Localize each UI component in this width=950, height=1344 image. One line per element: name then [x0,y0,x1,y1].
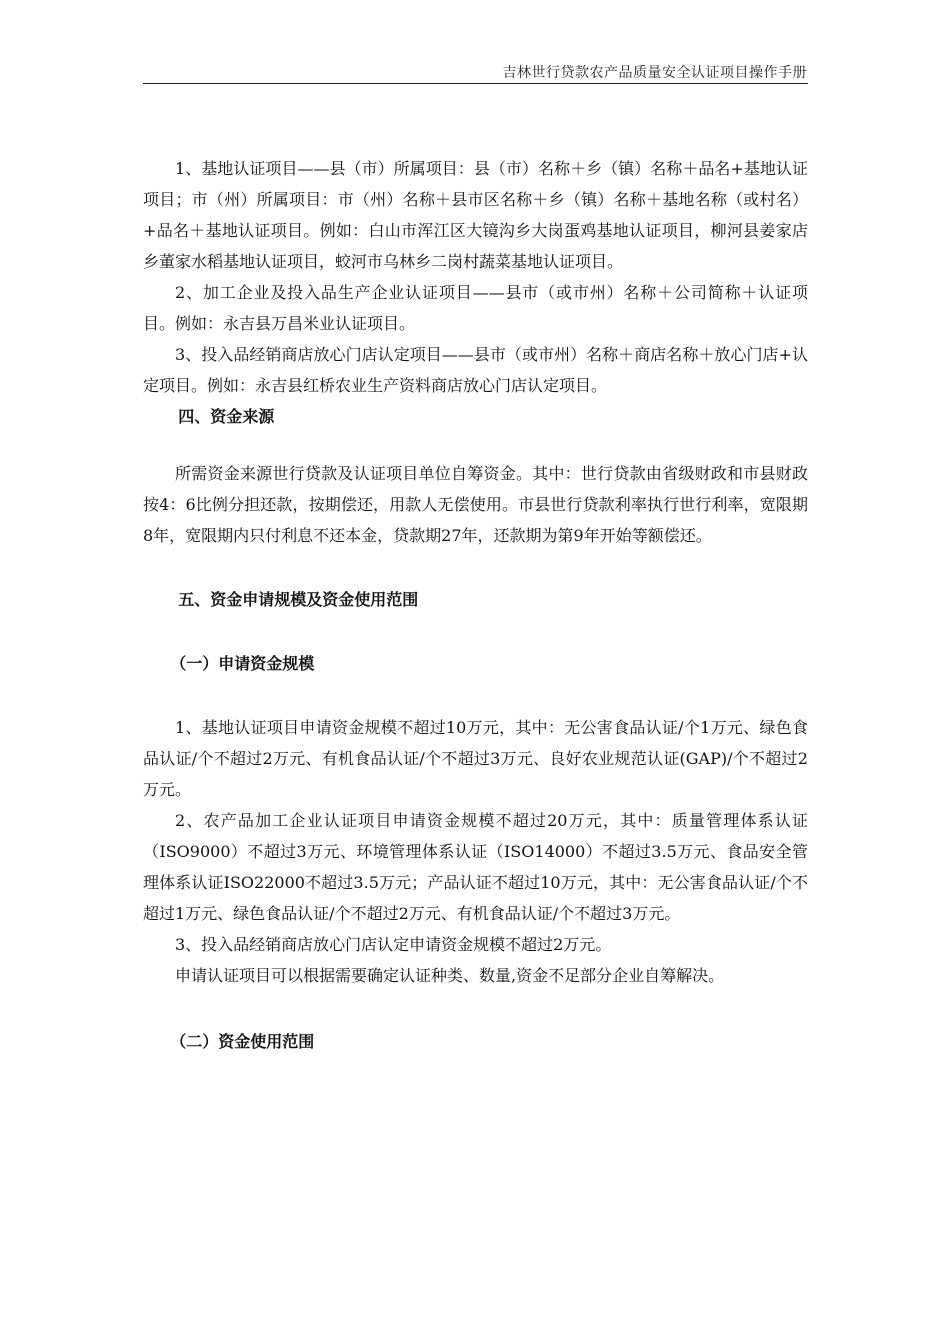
document-body [143,153,808,1057]
paragraph-processing-enterprise-naming: 2、加工企业及投入品生产企业认证项目——县市（或市州）名称＋公司简称＋认证项目。例如：永吉县万昌米业认证项目。 [143,283,808,333]
paragraph-dealer-store-naming: 3、投入品经销商店放心门店认定项目——县市（或市州）名称＋商店名称＋放心门店+认定项目。例如：永吉县红桥农业生产资料商店放心门店认定项目。 [143,345,808,395]
paragraph-processing-project-scale: 2、农产品加工企业认证项目申请资金规模不超过20万元，其中：质量管理体系认证（ISO9000）不超过3万元、环境管理体系认证（ISO14000）不超过3.5万元、食品安全管理体系认证ISO22000不超过3.5万元；产品认证不超过10万元，其中：无公害食品认证/个不超过1万元、绿色食品认证/个不超过2万元、有机食品认证/个不超过3万元。 [143,811,808,923]
spacer [143,991,808,1026]
spacer [143,551,808,584]
paragraph-dealer-store-scale: 3、投入品经销商店放心门店认定申请资金规模不超过2万元。 [175,935,612,954]
subsection-heading-application-scale: （一）申请资金规模 [170,654,315,673]
running-header-title: 吉林世行贷款农产品质量安全认证项目操作手册 [502,65,807,81]
paragraph-base-project-scale: 1、基地认证项目申请资金规模不超过10万元，其中：无公害食品认证/个1万元、绿色食品认证/个不超过2万元、有机食品认证/个不超过3万元、良好农业规范认证(GAP)/个不超过2万元。 [143,718,808,799]
spacer [143,432,808,458]
paragraph-certification-choice: 申请认证项目可以根据需要确定认证种类、数量,资金不足部分企业自筹解决。 [175,966,725,985]
paragraph-base-certification-naming: 1、基地认证项目——县（市）所属项目：县（市）名称＋乡（镇）名称＋品名+基地认证项目；市（州）所属项目：市（州）名称＋县市区名称＋乡（镇）名称＋基地名称（或村名）+品名＋基地认证项目。例如：白山市浑江区大镜沟乡大岗蛋鸡基地认证项目，柳河县姜家店乡董家水稻基地认证项目，蛟河市乌林乡二岗村蔬菜基地认证项目。 [143,159,808,271]
header-rule [143,83,808,84]
subsection-heading-usage-scope: （二）资金使用范围 [170,1032,315,1051]
spacer [143,615,808,648]
paragraph-funding-source: 所需资金来源世行贷款及认证项目单位自筹资金。其中：世行贷款由省级财政和市县财政按4：6比例分担还款，按期偿还，用款人无偿使用。市县世行贷款利率执行世行利率，宽限期8年，宽限期内只付利息不还本金，贷款期27年，还款期为第9年开始等额偿还。 [143,464,808,545]
spacer [143,679,808,712]
section-heading-funding-scale-and-scope: 五、资金申请规模及资金使用范围 [178,590,419,609]
section-heading-funding-source: 四、资金来源 [178,407,275,426]
